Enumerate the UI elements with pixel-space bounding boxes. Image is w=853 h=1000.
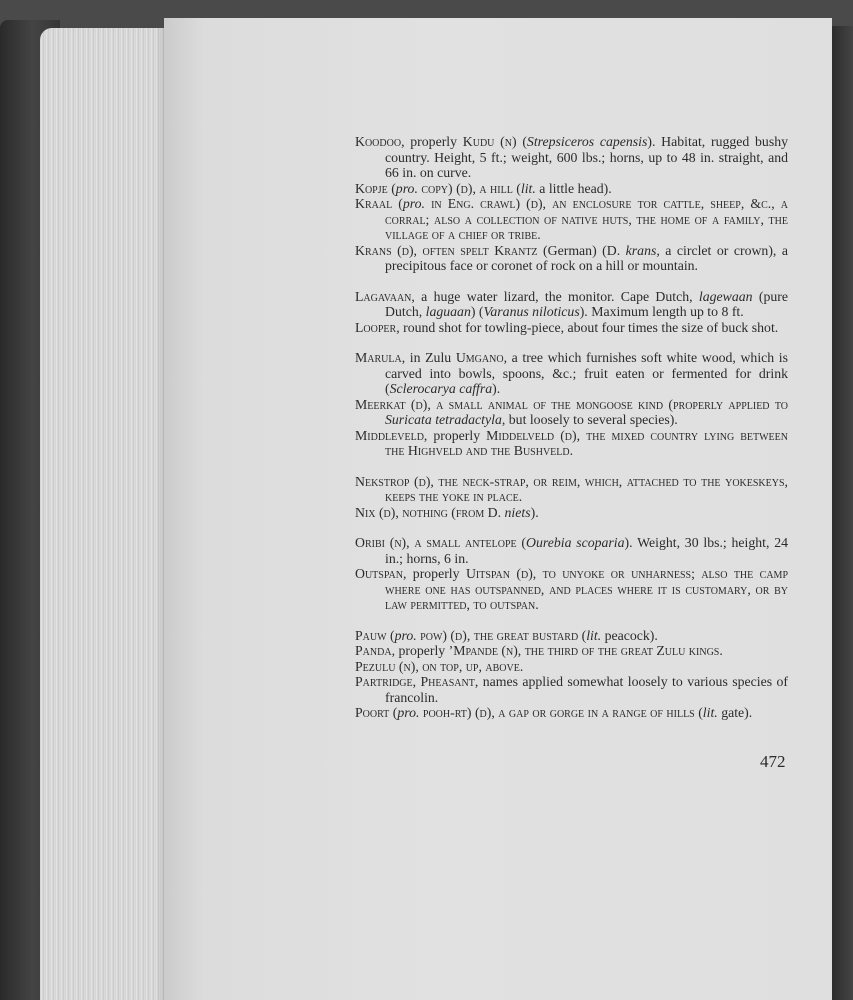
entry-text-run: Middelveld — [486, 427, 555, 443]
entry-meerkat — [355, 397, 788, 428]
entry-text-run: Sclerocarya caffra — [389, 381, 493, 396]
entry-text-run: (German) (D. — [537, 242, 626, 258]
entry-text-run: Kraal — [355, 196, 393, 211]
entry-text-run: pow) (d), the great bustard ( — [416, 627, 587, 643]
entry-nekstrop — [355, 474, 788, 505]
entry-text-run: Outspan — [355, 566, 403, 581]
entry-text-run: ( — [386, 627, 395, 643]
book-cover-right — [832, 26, 853, 1000]
entry-middleveld — [355, 428, 788, 459]
entry-text-run: in Eng. crawl) (d), an enclosure tor cattle, sheep, &c., a corral; also a collection of native huts, the home of a family, the village of a chief or tribe. — [385, 196, 788, 242]
entry-pauw — [355, 628, 788, 644]
entry-text-run: Nix — [355, 504, 376, 520]
page-edges — [40, 28, 170, 1000]
entry-text-run: Pauw — [355, 627, 387, 643]
entry-text-run: (pure Dutch, — [385, 288, 788, 319]
entry-text-run: Krans — [355, 242, 392, 258]
entry-text-run: ( — [387, 180, 396, 196]
entry-text-run: , round shot for towling-piece, about four times the size of buck shot. — [396, 319, 779, 335]
entry-text-run: Looper — [355, 319, 397, 335]
entry-text-run: lit. — [520, 180, 536, 196]
entry-outspan — [355, 566, 788, 613]
entry-text-run: lagewaan — [698, 288, 753, 304]
entry-text-run: Marula — [355, 350, 402, 365]
entry-text-run: lit. — [586, 627, 602, 643]
entry-panda — [355, 643, 788, 659]
entry-text-run: Suricata tetradactyla — [385, 412, 502, 427]
entry-text-run: , properly — [401, 134, 463, 149]
entry-text-run: Varanus niloticus — [483, 304, 580, 319]
entry-partridge-pheasant — [355, 674, 788, 705]
entry-text-run: (n), on top, up, above. — [395, 658, 524, 674]
entry-text-run: , properly — [391, 643, 449, 658]
entry-text-run: a little head). — [535, 180, 612, 196]
section-gap — [355, 520, 788, 535]
entry-koodoo: Koodoo, properly Kudu (n) (Strepsiceros capensis). Habitat, rugged bushy country. Height, 5 ft.; weight, 600 lbs.; horns, up to 48 in. straight, and 66 in. on curve. — [355, 134, 788, 180]
entry-text-run: Lagavaan — [355, 288, 412, 304]
entry-text-run: (d), nothing (from D. — [375, 504, 505, 520]
entry-text-run: Panda — [355, 643, 392, 658]
section-gap — [355, 274, 788, 289]
entry-text-run: ’Mpande — [448, 643, 498, 658]
entry-text-run: , in Zulu — [401, 350, 456, 365]
entry-text-run: gate). — [717, 705, 753, 720]
entry-text-run: , but loosely to several species). — [501, 412, 678, 427]
entry-text-run: Middleveld — [355, 427, 424, 443]
entry-text-run: , names applied somewhat loosely to various species of francolin. — [385, 674, 788, 705]
section-gap — [355, 335, 788, 350]
entry-text-run: Kopje — [355, 180, 388, 196]
entry-text-run: Nekstrop — [355, 473, 410, 489]
entry-text-run: niets — [504, 504, 531, 520]
entry-text-run: pooh-rt) (d), a gap or gorge in a range of hills ( — [419, 705, 703, 720]
entry-text-run: pro. — [395, 180, 418, 196]
entry-text-run: Ourebia scoparia — [526, 535, 625, 550]
entry-text-run: ). Weight, 30 lbs.; height, 24 in.; horns, 6 in. — [385, 535, 788, 566]
glossary-text — [355, 134, 788, 721]
entry-text-run: , a tree which furnishes soft white wood, which is carved into bowls, spoons, &c.; fruit eaten or fermented for drink ( — [385, 350, 789, 396]
entry-text-run: ( — [392, 196, 403, 211]
entry-text-run: a circlet or crown), a precipitous face or coronet of rock on a hill or mountain. — [385, 242, 788, 273]
entry-text-run: ( — [389, 705, 398, 720]
entry-text-run: (n), the third of the great Zulu kings. — [497, 643, 723, 658]
entry-text-run: laguaan — [425, 304, 471, 319]
entry-poort — [355, 705, 788, 721]
entry-text-run: ). — [530, 504, 539, 520]
entry-text-run: ). Habitat, rugged bushy country. Height, 5 ft.; weight, 600 lbs.; horns, up to 48 in. straight, and 66 in. on curve. — [385, 134, 788, 180]
entry-text-run: (n), a small antelope ( — [384, 535, 526, 550]
entry-krans — [355, 243, 788, 274]
entry-text-run: ). Maximum length up to 8 ft. — [579, 304, 744, 319]
entry-text-run: Meerkat — [355, 396, 406, 412]
entry-looper — [355, 320, 788, 336]
entry-oribi — [355, 535, 788, 566]
entry-kraal — [355, 196, 788, 243]
entry-text-run: krans, — [625, 242, 660, 258]
entry-text-run: , a huge water lizard, the monitor. Cape Dutch, — [411, 288, 699, 304]
entry-text-run: pro. — [402, 196, 425, 211]
entry-text-run: , properly — [402, 566, 466, 581]
page-number: 472 — [760, 752, 786, 771]
entry-text-run: (d), the mixed country lying between the Highveld and the Bushveld. — [385, 427, 788, 458]
entry-text-run: Partridge, Pheasant — [355, 674, 475, 689]
entry-text-run: Pezulu — [355, 658, 396, 674]
entry-text-run: Uitspan — [465, 566, 510, 581]
entry-text-run: copy) (d), a hill ( — [417, 180, 521, 196]
entry-kopje — [355, 181, 788, 197]
entry-text-run: lit. — [702, 705, 718, 720]
entry-text-run: Kudu — [462, 134, 495, 149]
entry-text-run: peacock). — [601, 627, 658, 643]
entry-text-run: (n) ( — [494, 134, 527, 149]
entry-text-run: Strepsiceros capensis — [526, 134, 648, 149]
entry-text-run: pro. — [394, 627, 417, 643]
entry-text-run: Umgano — [455, 350, 504, 365]
entry-nix — [355, 505, 788, 521]
entry-text-run: (d), to unyoke or unharness; also the camp where one has outspanned, and places where it is customary, or by law permitted, to outspan. — [385, 566, 789, 612]
section-gap — [355, 459, 788, 474]
entry-text-run: , properly — [423, 427, 487, 443]
section-gap — [355, 613, 788, 628]
entry-text-run: Krantz — [494, 242, 538, 258]
entry-text-run: pro. — [397, 705, 420, 720]
entry-lagavaan — [355, 289, 788, 320]
entry-text-run: (d), the neck-strap, or reim, which, attached to the yokeskeys, keeps the yoke in place. — [385, 473, 788, 504]
entry-marula — [355, 350, 788, 397]
entry-text-run: ). — [492, 381, 501, 396]
entry-text-run: (d), a small animal of the mongoose kind (properly applied to — [405, 396, 788, 412]
entry-text-run: ) ( — [470, 304, 484, 319]
entry-pezulu — [355, 659, 788, 675]
entry-text-run: (d), often spelt — [391, 242, 495, 258]
entry-text-run: Poort — [355, 705, 390, 720]
entry-text-run: Oribi — [355, 535, 385, 550]
